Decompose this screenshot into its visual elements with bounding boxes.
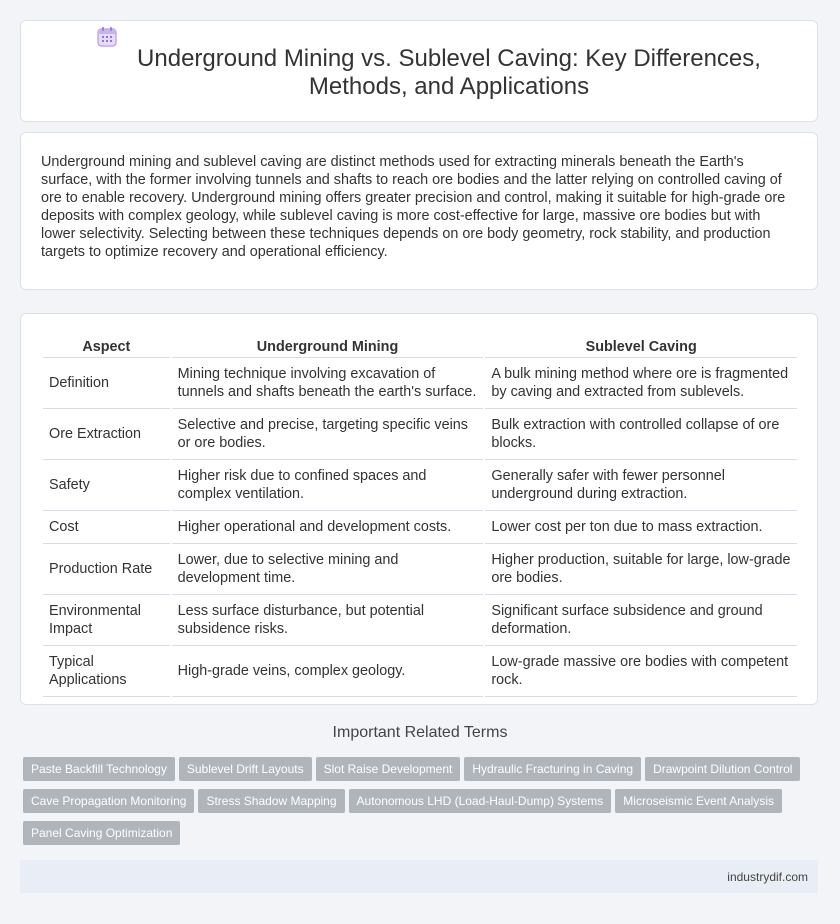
comparison-table-card bbox=[20, 313, 818, 705]
row-underground: High-grade veins, complex geology. bbox=[172, 646, 484, 697]
related-term-tag[interactable]: Slot Raise Development bbox=[316, 757, 461, 781]
related-term-tag[interactable]: Sublevel Drift Layouts bbox=[179, 757, 312, 781]
row-aspect: Environmental Impact bbox=[43, 595, 170, 646]
related-term-tag[interactable]: Hydraulic Fracturing in Caving bbox=[464, 757, 641, 781]
table-row bbox=[43, 358, 797, 409]
related-term-tag[interactable]: Drawpoint Dilution Control bbox=[645, 757, 800, 781]
row-underground: Mining technique involving excavation of tunnels and shafts beneath the earth's surface. bbox=[172, 358, 484, 409]
table-row bbox=[43, 460, 797, 511]
row-sublevel: Low-grade massive ore bodies with competent rock. bbox=[485, 646, 797, 697]
row-aspect: Production Rate bbox=[43, 544, 170, 595]
row-sublevel: Lower cost per ton due to mass extraction. bbox=[485, 511, 797, 544]
footer-site-link[interactable]: industrydif.com bbox=[727, 870, 808, 884]
row-sublevel: Bulk extraction with controlled collapse of ore blocks. bbox=[485, 409, 797, 460]
row-aspect: Ore Extraction bbox=[43, 409, 170, 460]
footer-bar bbox=[20, 860, 818, 893]
comparison-table bbox=[41, 334, 799, 697]
row-underground: Higher risk due to confined spaces and complex ventilation. bbox=[172, 460, 484, 511]
related-terms-title: Important Related Terms bbox=[332, 724, 508, 741]
header-sublevel-caving: Sublevel Caving bbox=[485, 334, 797, 358]
intro-paragraph: Underground mining and sublevel caving are distinct methods used for extracting minerals beneath the Earth's surface, with the former involving tunnels and shafts to reach ore bodies and the latter relying on controlled caving of ore to enable recovery. Underground mining offers greater precision and control, making it suitable for high-grade ore deposits with complex geology, while sublevel caving is more cost-effective for large, massive ore bodies but with lower selectivity. Selecting between these techniques depends on ore body geometry, rock stability, and production targets to optimize recovery and operational efficiency. bbox=[41, 154, 786, 260]
row-sublevel: A bulk mining method where ore is fragmented by caving and extracted from sublevels. bbox=[485, 358, 797, 409]
header-card bbox=[20, 20, 818, 122]
header-underground-mining: Underground Mining bbox=[172, 334, 484, 358]
table-row bbox=[43, 544, 797, 595]
table-row bbox=[43, 511, 797, 544]
row-underground: Less surface disturbance, but potential subsidence risks. bbox=[172, 595, 484, 646]
related-term-tag[interactable]: Panel Caving Optimization bbox=[23, 821, 180, 845]
row-aspect: Safety bbox=[43, 460, 170, 511]
related-term-tag[interactable]: Microseismic Event Analysis bbox=[615, 789, 782, 813]
intro-card bbox=[20, 132, 818, 290]
related-term-tag[interactable]: Stress Shadow Mapping bbox=[198, 789, 344, 813]
related-term-tag[interactable]: Paste Backfill Technology bbox=[23, 757, 175, 781]
row-sublevel: Significant surface subsidence and ground deformation. bbox=[485, 595, 797, 646]
row-underground: Selective and precise, targeting specific veins or ore bodies. bbox=[172, 409, 484, 460]
row-aspect: Typical Applications bbox=[43, 646, 170, 697]
related-terms-list bbox=[23, 757, 819, 853]
row-aspect: Cost bbox=[43, 511, 170, 544]
related-term-tag[interactable]: Cave Propagation Monitoring bbox=[23, 789, 194, 813]
row-aspect: Definition bbox=[43, 358, 170, 409]
table-header-row bbox=[43, 334, 797, 358]
page-title: Underground Mining vs. Sublevel Caving: Key Differences, Methods, and Applications bbox=[137, 45, 761, 100]
table-row bbox=[43, 595, 797, 646]
header-aspect: Aspect bbox=[43, 334, 170, 358]
table-row bbox=[43, 409, 797, 460]
row-underground: Lower, due to selective mining and development time. bbox=[172, 544, 484, 595]
row-sublevel: Generally safer with fewer personnel underground during extraction. bbox=[485, 460, 797, 511]
row-underground: Higher operational and development costs. bbox=[172, 511, 484, 544]
row-sublevel: Higher production, suitable for large, low-grade ore bodies. bbox=[485, 544, 797, 595]
table-row bbox=[43, 646, 797, 697]
related-term-tag[interactable]: Autonomous LHD (Load-Haul-Dump) Systems bbox=[349, 789, 612, 813]
